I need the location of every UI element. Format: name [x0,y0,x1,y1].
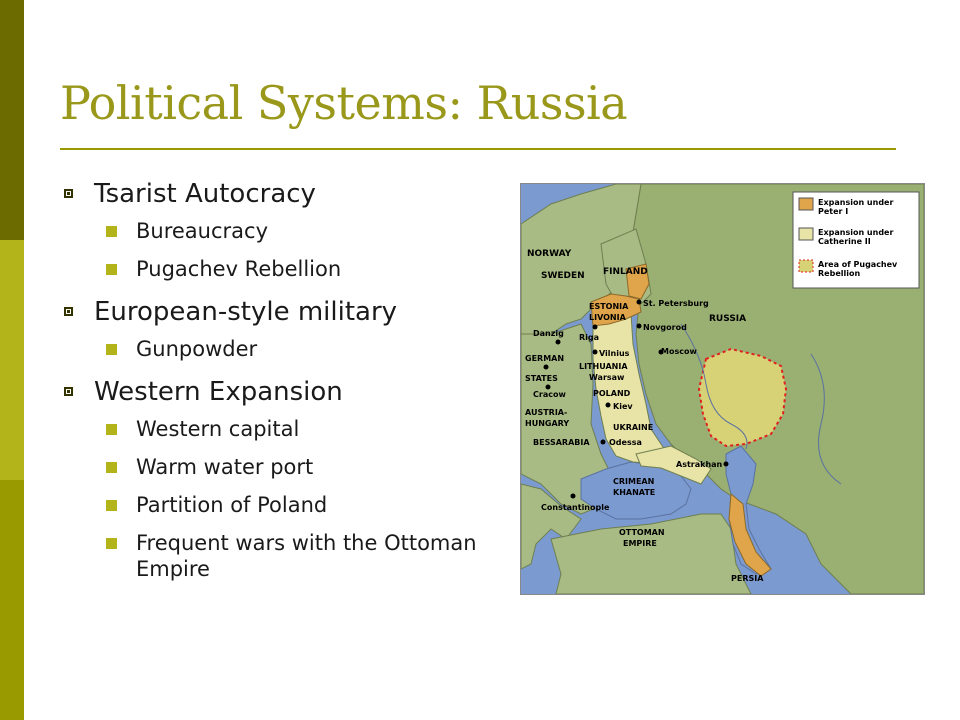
map-label-danzig: Danzig [533,329,564,338]
map-label-constantinople: Constantinople [541,503,610,512]
map-label-moscow: Moscow [661,347,697,356]
sub-bullet-text: Partition of Poland [136,493,328,517]
map-label-hungary: HUNGARY [525,419,570,428]
square-bullet-icon [64,387,73,396]
map-label-cracow: Cracow [533,390,566,399]
square-bullet-icon [64,307,73,316]
legend-catherine-line1: Expansion under [818,228,894,237]
filled-square-bullet-icon [106,264,117,275]
map-label-austria: AUSTRIA- [525,408,568,417]
city-dot-german-states [544,365,549,370]
filled-square-bullet-icon [106,500,117,511]
filled-square-bullet-icon [106,424,117,435]
sub-bullet [60,218,490,244]
bullet-european-military [60,296,490,328]
legend-swatch-catherine [799,228,813,240]
map-label-novgorod: Novgorod [643,323,687,332]
sub-bullet-text: Gunpowder [136,337,258,361]
map-label-estonia: ESTONIA [589,302,629,311]
map-label-bessarabia: BESSARABIA [533,438,590,447]
bullet-tsarist-autocracy [60,178,490,210]
sub-bullet [60,530,490,582]
bullet-text: Western Expansion [94,377,343,407]
sub-bullet-text: Pugachev Rebellion [136,257,342,281]
map-label-stpetersburg: St. Petersburg [643,299,709,308]
map-label-ottoman: OTTOMAN [619,528,665,537]
sub-bullet [60,336,490,362]
sub-bullet [60,416,490,442]
sub-bullet-text: Western capital [136,417,300,441]
legend-peter-line1: Expansion under [818,198,894,207]
legend-swatch-pugachev [799,260,813,272]
sub-bullet-text: Warm water port [136,455,314,479]
map-label-lithuania: LITHUANIA [579,362,628,371]
map-label-crimean: CRIMEAN [613,477,655,486]
map-label-livonia: LIVONIA [589,313,626,322]
legend-catherine-line2: Catherine II [818,237,871,246]
bullet-text: Tsarist Autocracy [94,179,316,209]
city-dot-odessa [601,440,606,445]
map-label-finland: FINLAND [603,267,648,277]
map-label-riga: Riga [579,333,600,342]
map-label-poland: POLAND [593,389,631,398]
sub-bullet [60,454,490,480]
map-label-ukraine: UKRAINE [613,423,654,432]
map-label-persia: PERSIA [731,574,764,583]
city-dot-kiev [606,403,611,408]
expansion-map [520,183,925,595]
city-dot-danzig [556,340,561,345]
map-label-states: STATES [525,374,558,383]
city-dot-novgorod [637,324,642,329]
map-label-odessa: Odessa [609,438,642,447]
city-dot-constantinople [571,494,576,499]
title-divider [60,148,896,150]
accent-segment-middle [0,240,24,480]
sub-bullet-text: Frequent wars with the Ottoman Empire [136,531,477,581]
city-dot-riga [593,325,598,330]
legend-swatch-peter [799,198,813,210]
map-svg [521,184,924,594]
bullet-list [60,178,490,594]
filled-square-bullet-icon [106,226,117,237]
legend-peter-line2: Peter I [818,207,849,216]
legend-pugachev-line2: Rebellion [818,269,861,278]
map-label-kiev: Kiev [613,402,633,411]
sub-bullet [60,492,490,518]
side-accent-bar [0,0,24,720]
square-bullet-icon [64,189,73,198]
map-label-khanate: KHANATE [613,488,656,497]
accent-segment-bottom [0,480,24,720]
filled-square-bullet-icon [106,462,117,473]
map-label-norway: NORWAY [527,249,572,259]
sub-bullet [60,256,490,282]
bullet-western-expansion [60,376,490,408]
city-dot-stpetersburg [637,300,642,305]
map-label-warsaw: Warsaw [589,373,625,382]
filled-square-bullet-icon [106,344,117,355]
map-label-russia: RUSSIA [709,314,747,324]
legend-pugachev-line1: Area of Pugachev [818,260,898,269]
map-label-vilnius: Vilnius [599,349,630,358]
map-label-german: GERMAN [525,354,565,363]
city-dot-cracow [546,385,551,390]
slide-title: Political Systems: Russia [60,76,628,130]
accent-segment-top [0,0,24,240]
bullet-text: European-style military [94,297,398,327]
city-dot-vilnius [593,350,598,355]
filled-square-bullet-icon [106,538,117,549]
city-dot-astrakhan [724,462,729,467]
map-label-sweden: SWEDEN [541,271,585,281]
sub-bullet-text: Bureaucracy [136,219,269,243]
map-label-empire: EMPIRE [623,539,657,548]
map-label-astrakhan: Astrakhan [676,460,723,469]
